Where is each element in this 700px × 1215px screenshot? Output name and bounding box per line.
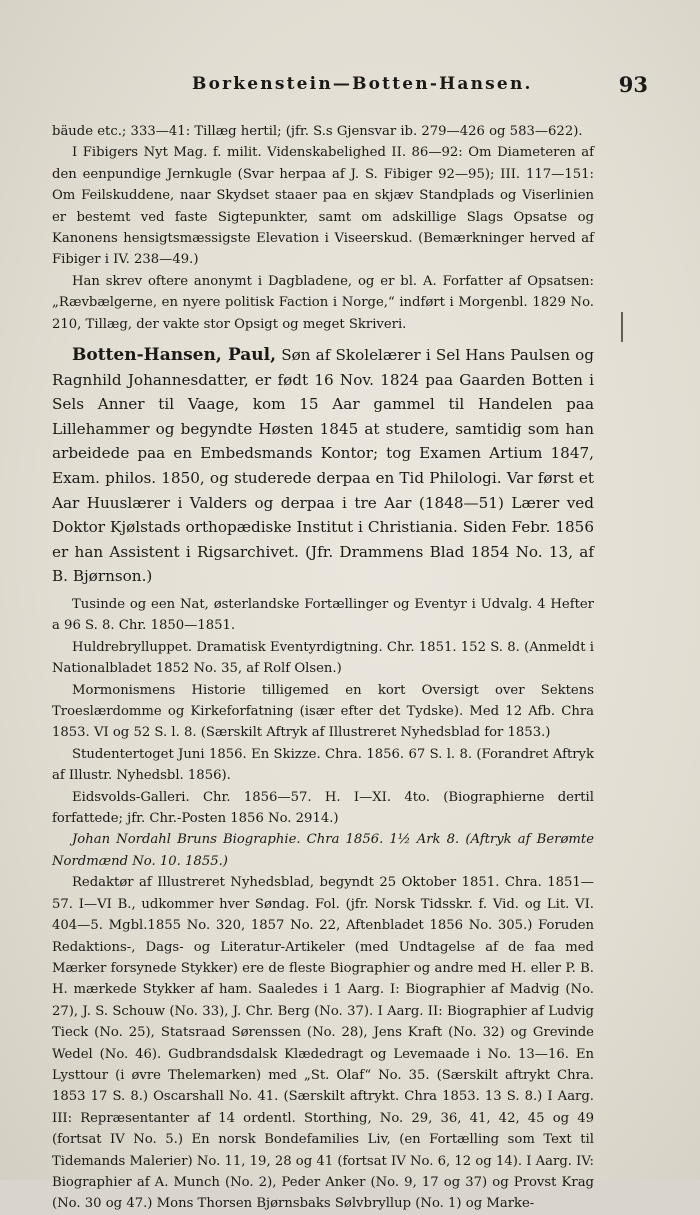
work-huldrebrylluppet: Huldrebrylluppet. Dramatisk Eventyrdigtning. Chr. 1851. 152 S. 8. (Anmeldt i Nationalbladet 1852 No. 35, af Rolf Olsen.) <box>52 639 594 677</box>
entry-biography: Søn af Skolelærer i Sel Hans Paulsen og Ragnhild Johannesdatter, er født 16 Nov. 1824 paa Gaarden Botten i Sels Anner til Vaage, kom 15 Aar gammel til Handelen paa Lillehammer og begyndte Høsten 1845 at studere, samtidig som han arbeidede paa en Embedsmands Kontor; tog Examen Artium 1847, Exam. philos. 1850, og studerede derpaa en Tid Philologi. Var først et Aar Huuslærer i Valders og derpaa i tre Aar (1848—51) Lærer ved Doktor Kjølstads orthopædiske Institut i Christiania. Siden Febr. 1856 er han Assistent i Rigsarchivet. (Jfr. Drammens Blad 1854 No. 13, af B. Bjørnson.) <box>52 346 594 586</box>
entry-name: Botten-Hansen, Paul, <box>72 345 277 366</box>
work-mormonismens-historie: Mormonismens Historie tilligemed en kort Oversigt over Sektens Troeslærdomme og Kirkeforfatning (især efter det Tydske). Med 12 Afb. Chra 1853. VI og 52 S. l. 8. (Særskilt Aftryk af Illustreret Nyhedsblad for 1853.) <box>52 682 594 741</box>
margin-mark <box>621 312 623 342</box>
work-brun-biographie: Johan Nordahl Bruns Biographie. Chra 1856. 1½ Ark 8. (Aftryk af Berømte Nordmænd No. 10. 1855.) <box>52 832 594 869</box>
paragraph-fibiger: I Fibigers Nyt Mag. f. milit. Videnskabelighed II. 86—92: Om Diameteren af den eenpundige Jernkugle (Svar herpaa af J. S. Fibiger 92—95); III. 117—151: Om Feilskuddene, naar Skydset staaer paa en skjæv Standplads og Viserlinien er bestemt ved faste Sigtepunkter, samt om adskillige Slags Opsatse og Kanonens hensigtsmæssigste Elevation i Viseerskud. (Bemærkninger herved af Fibiger i IV. 238—49.) <box>52 145 594 268</box>
running-title: Borkenstein—Botten-Hansen. <box>192 74 533 94</box>
work-tusinde-og-een-nat: Tusinde og een Nat, østerlandske Fortællinger og Eventyr i Udvalg. 4 Hefter a 96 S. 8. Chr. 1850—1851. <box>52 597 594 634</box>
entry-botten-hansen <box>52 343 594 589</box>
paragraph-continued: bäude etc.; 333—41: Tillæg hertil; (jfr. S.s Gjensvar ib. 279—426 og 583—622). <box>52 124 583 139</box>
paragraph-anonymous: Han skrev oftere anonymt i Dagbladene, og er bl. A. Forfatter af Opsatsen: „Rævbælgerne, en nyere politisk Faction i Norge,“ indført i Morgenbl. 1829 No. 210, Tillæg, der vakte stor Opsigt og meget Skriveri. <box>52 273 594 332</box>
page-number: 93 <box>618 72 648 97</box>
work-illustreret-nyhedsblad: Redaktør af Illustreret Nyhedsblad, begyndt 25 Oktober 1851. Chra. 1851—57. I—VI B., udkommer hver Søndag. Fol. (jfr. Norsk Tidsskr. f. Vid. og Lit. VI. 404—5. Mgbl.1855 No. 320, 1857 No. 22, Aftenbladet 1856 No. 305.) Foruden Redaktions-, Dags- og Literatur-Artikeler (med Undtagelse af de faa med Mærker forsynede Stykker) ere de fleste Biographier og andre med H. eller P. B. H. mærkede Stykker af ham. Saaledes i 1 Aarg. I: Biographier af Madvig (No. 27), J. S. Schouw (No. 33), J. Chr. Berg (No. 37). I Aarg. II: Biographier af Ludvig Tieck (No. 25), Statsraad Sørenssen (No. 28), Jens Kraft (No. 32) og Grevinde Wedel (No. 46). Gudbrandsdalsk Klædedragt og Levemaade i No. 13—16. En Lysttour (i øvre Thelemarken) med „St. Olaf“ No. 35. (Særskilt aftrykt Chra. 1853 17 S. 8.) Oscarshall No. 41. (Særskilt aftrykt. Chra 1853. 13 S. 8.) I Aarg. III: Repræsentanter af 14 ordentl. Storthing, No. 29, 36, 41, 42, 45 og 49 (fortsat IV No. 5.) En norsk Bondefamilies Liv, (en Fortælling som Text til Tidemands Malerier) No. 11, 19, 28 og 41 (fortsat IV No. 6, 12 og 14). I Aarg. IV: Biographier af A. Munch (No. 2), Peder Anker (No. 9, 17 og 37) og Provst Krag (No. 30 og 47.) Mons Thorsen Bjørnsbaks Sølvbryllup (No. 1) og Marke- <box>52 875 594 1212</box>
work-studentertoget: Studentertoget Juni 1856. En Skizze. Chra. 1856. 67 S. l. 8. (Forandret Aftryk af Illustr. Nyhedsbl. 1856). <box>52 746 594 784</box>
work-eidsvolds-galleri: Eidsvolds-Galleri. Chr. 1856—57. H. I—XI. 4to. (Biographierne dertil forfattede; jfr. Chr.-Posten 1856 No. 2914.) <box>52 789 594 827</box>
body-text <box>52 121 594 1215</box>
running-header <box>52 74 648 104</box>
